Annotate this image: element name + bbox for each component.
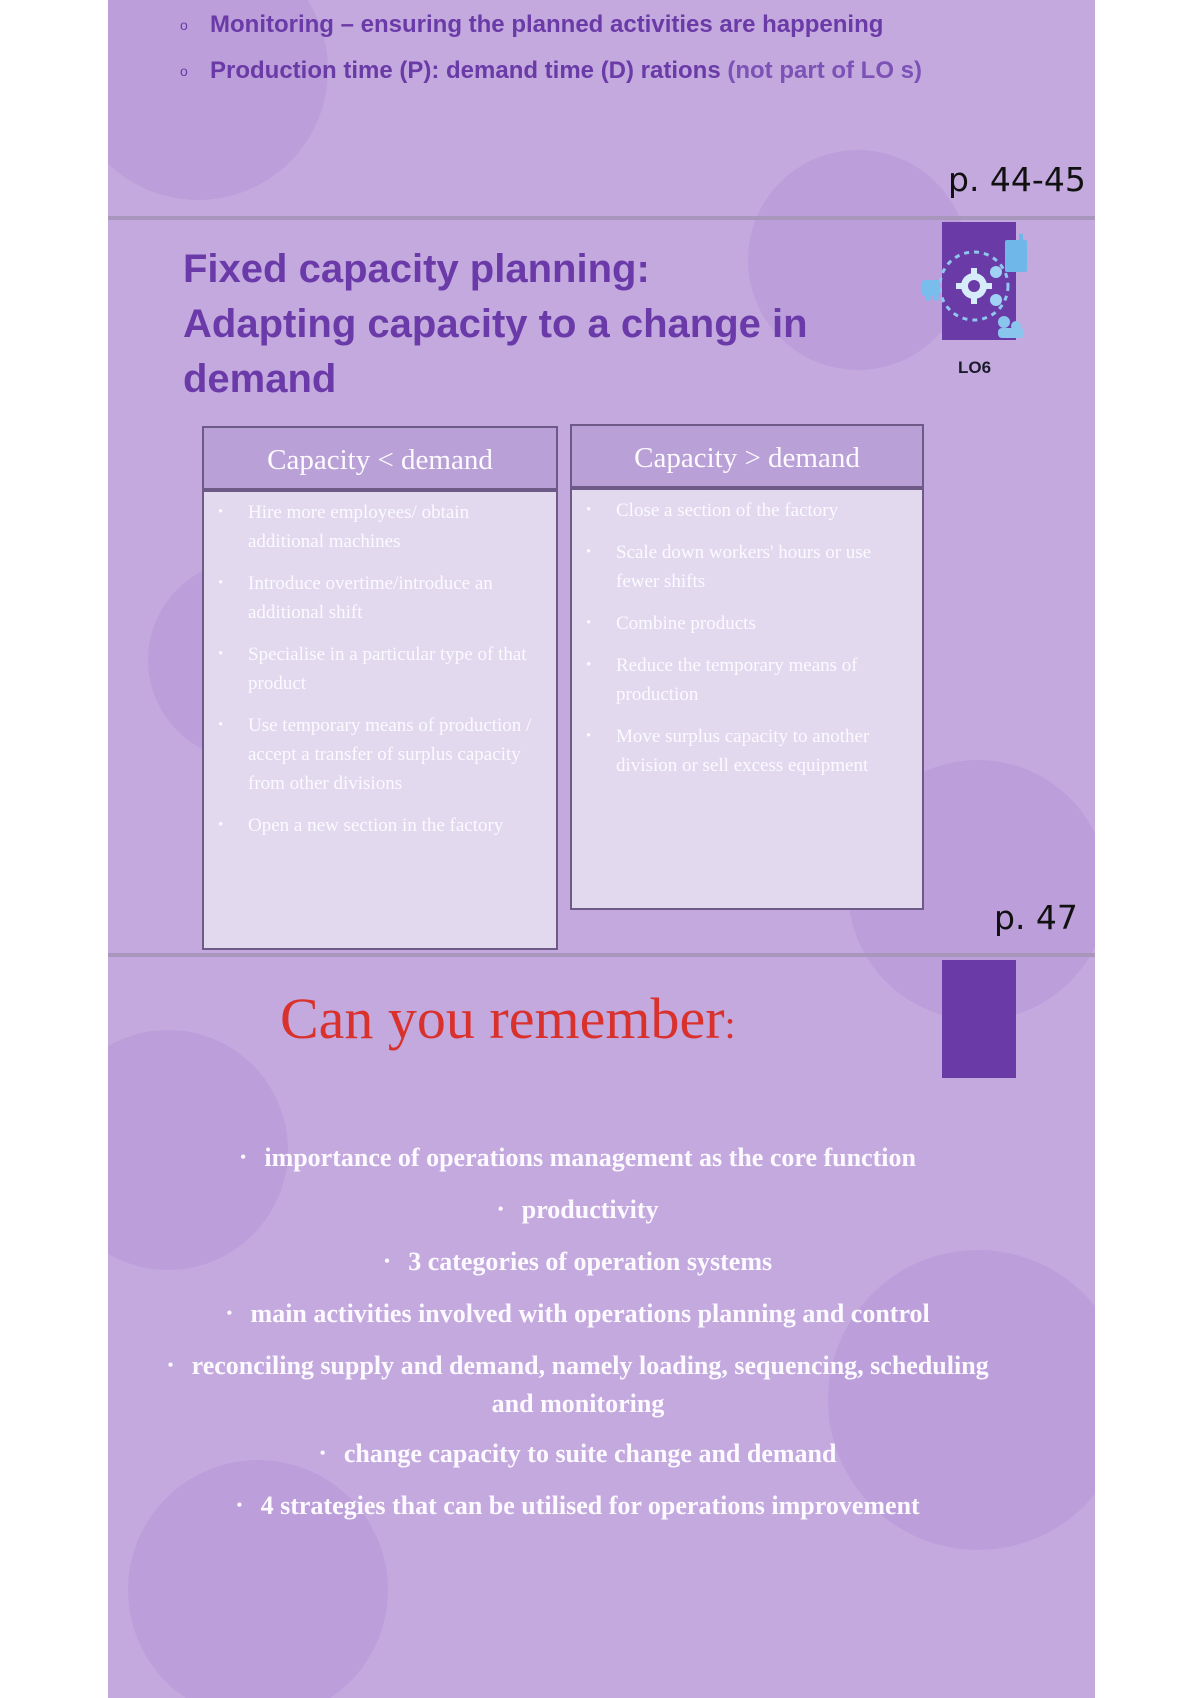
- list-item: • change capacity to suite change and demand: [319, 1439, 837, 1468]
- page-title: Fixed capacity planning: Adapting capacity to a change in demand: [183, 247, 808, 401]
- list-item: • Combine products: [578, 609, 912, 638]
- list-item: • reconciling supply and demand, namely loading, sequencing, scheduling and monitoring: [167, 1351, 989, 1418]
- learning-outcome-label: LO6: [958, 358, 992, 377]
- document-page: [108, 0, 1095, 1698]
- column-heading: Capacity < demand: [202, 426, 558, 490]
- page-reference: p. 44-45: [948, 160, 1086, 199]
- list-item: • productivity: [497, 1195, 659, 1224]
- list-item: • importance of operations management as the core function: [240, 1143, 916, 1172]
- remember-list: [148, 1140, 1008, 1540]
- list-item: • Hire more employees/ obtain additional machines: [210, 498, 546, 556]
- list-item: • Open a new section in the factory: [210, 811, 546, 840]
- list-item: • Close a section of the factory: [578, 496, 912, 525]
- slide-can-you-remember: [108, 0, 1095, 1698]
- list-item: o Production time (P): demand time (D) rations (not part of LO s): [180, 57, 923, 84]
- list-item: • Move surplus capacity to another division or sell excess equipment: [578, 722, 912, 780]
- list-item: • Reduce the temporary means of production: [578, 651, 912, 709]
- list-item: • 3 categories of operation systems: [383, 1247, 773, 1276]
- list-item: • Scale down workers' hours or use fewer shifts: [578, 538, 912, 596]
- remember-heading: Can you remember:: [280, 986, 736, 1051]
- page-reference: p. 47: [994, 898, 1078, 937]
- column-heading: Capacity > demand: [570, 424, 924, 488]
- list-item: • Introduce overtime/introduce an additional shift: [210, 569, 546, 627]
- list-item: o Monitoring – ensuring the planned activities are happening: [180, 11, 884, 38]
- list-item: • 4 strategies that can be utilised for operations improvement: [236, 1491, 920, 1520]
- list-item: • main activities involved with operations planning and control: [226, 1299, 930, 1328]
- accent-bar: [942, 960, 1016, 1078]
- list-item: • Specialise in a particular type of that product: [210, 640, 546, 698]
- list-item: • Use temporary means of production / accept a transfer of surplus capacity from other divisions: [210, 711, 546, 798]
